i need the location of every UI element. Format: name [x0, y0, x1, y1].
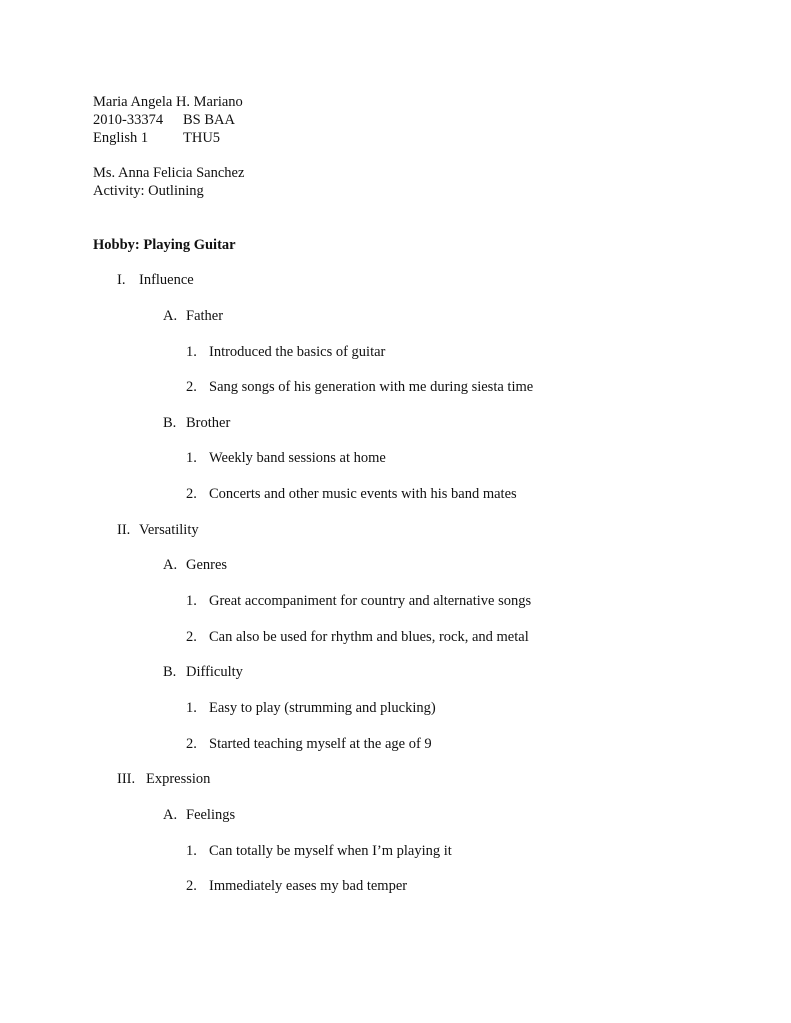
outline-item-ii-marker: II.: [117, 522, 131, 538]
outline-item-ib1-marker: 1.: [186, 450, 197, 466]
outline-item-iii-label: Expression: [146, 771, 211, 787]
outline-item-iia-marker: A.: [163, 557, 178, 573]
outline-title: Hobby: Playing Guitar: [93, 237, 236, 253]
activity-label: Activity: Outlining: [93, 183, 204, 199]
outline-item-iib1-marker: 1.: [186, 700, 197, 716]
outline-item-ib-marker: B.: [163, 415, 177, 431]
outline-item-ia1-label: Introduced the basics of guitar: [209, 344, 386, 360]
outline-item-iib2-marker: 2.: [186, 736, 197, 752]
outline-item-ii-label: Versatility: [139, 522, 199, 538]
outline-item-iib-label: Difficulty: [186, 664, 243, 680]
outline-item-iiia1-label: Can totally be myself when I’m playing it: [209, 843, 452, 859]
outline-item-iia2-marker: 2.: [186, 629, 197, 645]
outline-item-iia2-label: Can also be used for rhythm and blues, rock, and metal: [209, 629, 529, 645]
student-number: 2010-33374: [93, 112, 164, 128]
outline-item-ia-marker: A.: [163, 308, 178, 324]
outline-item-iiia2-marker: 2.: [186, 878, 197, 894]
outline-item-ib1-label: Weekly band sessions at home: [209, 450, 386, 466]
outline-item-ib2-marker: 2.: [186, 486, 197, 502]
outline-item-iib1-label: Easy to play (strumming and plucking): [209, 700, 436, 716]
outline-item-i-label: Influence: [139, 272, 194, 288]
section: THU5: [183, 130, 221, 146]
course: BS BAA: [183, 112, 235, 128]
outline-item-iib-marker: B.: [163, 664, 177, 680]
outline-item-iiia2-label: Immediately eases my bad temper: [209, 878, 408, 894]
outline-item-ia-label: Father: [186, 308, 224, 324]
outline-item-iia-label: Genres: [186, 557, 228, 573]
outline-item-iii-marker: III.: [117, 771, 136, 787]
outline-item-ia2-label: Sang songs of his generation with me during siesta time: [209, 379, 534, 395]
outline-item-ia1-marker: 1.: [186, 344, 197, 360]
outline-item-i-marker: I.: [117, 272, 126, 288]
outline-item-iiia-marker: A.: [163, 807, 178, 823]
outline-item-iiia1-marker: 1.: [186, 843, 197, 859]
outline-item-iia1-marker: 1.: [186, 593, 197, 609]
outline-item-iia1-label: Great accompaniment for country and alternative songs: [209, 593, 532, 609]
outline-item-iiia-label: Feelings: [186, 807, 236, 823]
subject: English 1: [93, 130, 149, 146]
instructor-name: Ms. Anna Felicia Sanchez: [93, 165, 245, 181]
outline-item-ib2-label: Concerts and other music events with his band mates: [209, 486, 517, 502]
outline-item-iib2-label: Started teaching myself at the age of 9: [209, 736, 432, 752]
outline-item-ib-label: Brother: [186, 415, 231, 431]
student-name: Maria Angela H. Mariano: [93, 94, 243, 110]
outline-item-ia2-marker: 2.: [186, 379, 197, 395]
